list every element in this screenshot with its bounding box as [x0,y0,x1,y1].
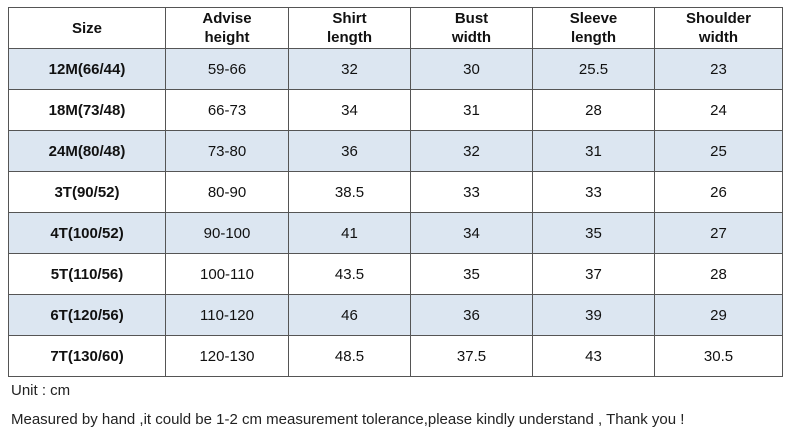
table-cell: 35 [533,213,655,254]
table-row [9,213,783,254]
measurement-note: Measured by hand ,it could be 1-2 cm measurement tolerance,please kindly understand , Thank you ! [11,411,685,428]
table-cell: 100-110 [166,254,289,295]
table-cell: 28 [655,254,783,295]
table-cell: 34 [289,90,411,131]
table-row [9,254,783,295]
table-cell: 59-66 [166,49,289,90]
header-size: Size [9,8,166,49]
table-cell: 120-130 [166,336,289,377]
table-cell: 41 [289,213,411,254]
table-cell: 43.5 [289,254,411,295]
table-cell: 66-73 [166,90,289,131]
table-cell: 80-90 [166,172,289,213]
table-row [9,295,783,336]
table-cell: 33 [533,172,655,213]
size-cell: 4T(100/52) [9,213,166,254]
header-shoulder-width: Shoulder width [655,8,783,49]
size-cell: 24M(80/48) [9,131,166,172]
table-cell: 25.5 [533,49,655,90]
table-cell: 28 [533,90,655,131]
table-cell: 38.5 [289,172,411,213]
table-cell: 37.5 [411,336,533,377]
table-row [9,131,783,172]
size-cell: 7T(130/60) [9,336,166,377]
unit-note: Unit : cm [11,382,71,399]
size-cell: 6T(120/56) [9,295,166,336]
table-cell: 27 [655,213,783,254]
table-cell: 48.5 [289,336,411,377]
table-cell: 31 [533,131,655,172]
table-cell: 23 [655,49,783,90]
table-cell: 39 [533,295,655,336]
table-cell: 35 [411,254,533,295]
table-cell: 110-120 [166,295,289,336]
header-advise-height: Advise height [166,8,289,49]
table-cell: 30.5 [655,336,783,377]
table-cell: 43 [533,336,655,377]
header-row [9,8,783,49]
table-cell: 46 [289,295,411,336]
size-cell: 3T(90/52) [9,172,166,213]
table-cell: 33 [411,172,533,213]
table-cell: 24 [655,90,783,131]
table-cell: 29 [655,295,783,336]
table-cell: 25 [655,131,783,172]
table-cell: 32 [289,49,411,90]
table-cell: 36 [289,131,411,172]
header-bust-width: Bust width [411,8,533,49]
table-cell: 32 [411,131,533,172]
size-cell: 5T(110/56) [9,254,166,295]
header-shirt-length: Shirt length [289,8,411,49]
table-row [9,336,783,377]
table-cell: 30 [411,49,533,90]
size-cell: 12M(66/44) [9,49,166,90]
size-chart-table [8,7,783,377]
table-cell: 34 [411,213,533,254]
table-cell: 31 [411,90,533,131]
table-cell: 90-100 [166,213,289,254]
table-row [9,49,783,90]
table-row [9,90,783,131]
table-cell: 73-80 [166,131,289,172]
table-row [9,172,783,213]
table-cell: 36 [411,295,533,336]
header-sleeve-length: Sleeve length [533,8,655,49]
table-cell: 26 [655,172,783,213]
table-cell: 37 [533,254,655,295]
size-cell: 18M(73/48) [9,90,166,131]
